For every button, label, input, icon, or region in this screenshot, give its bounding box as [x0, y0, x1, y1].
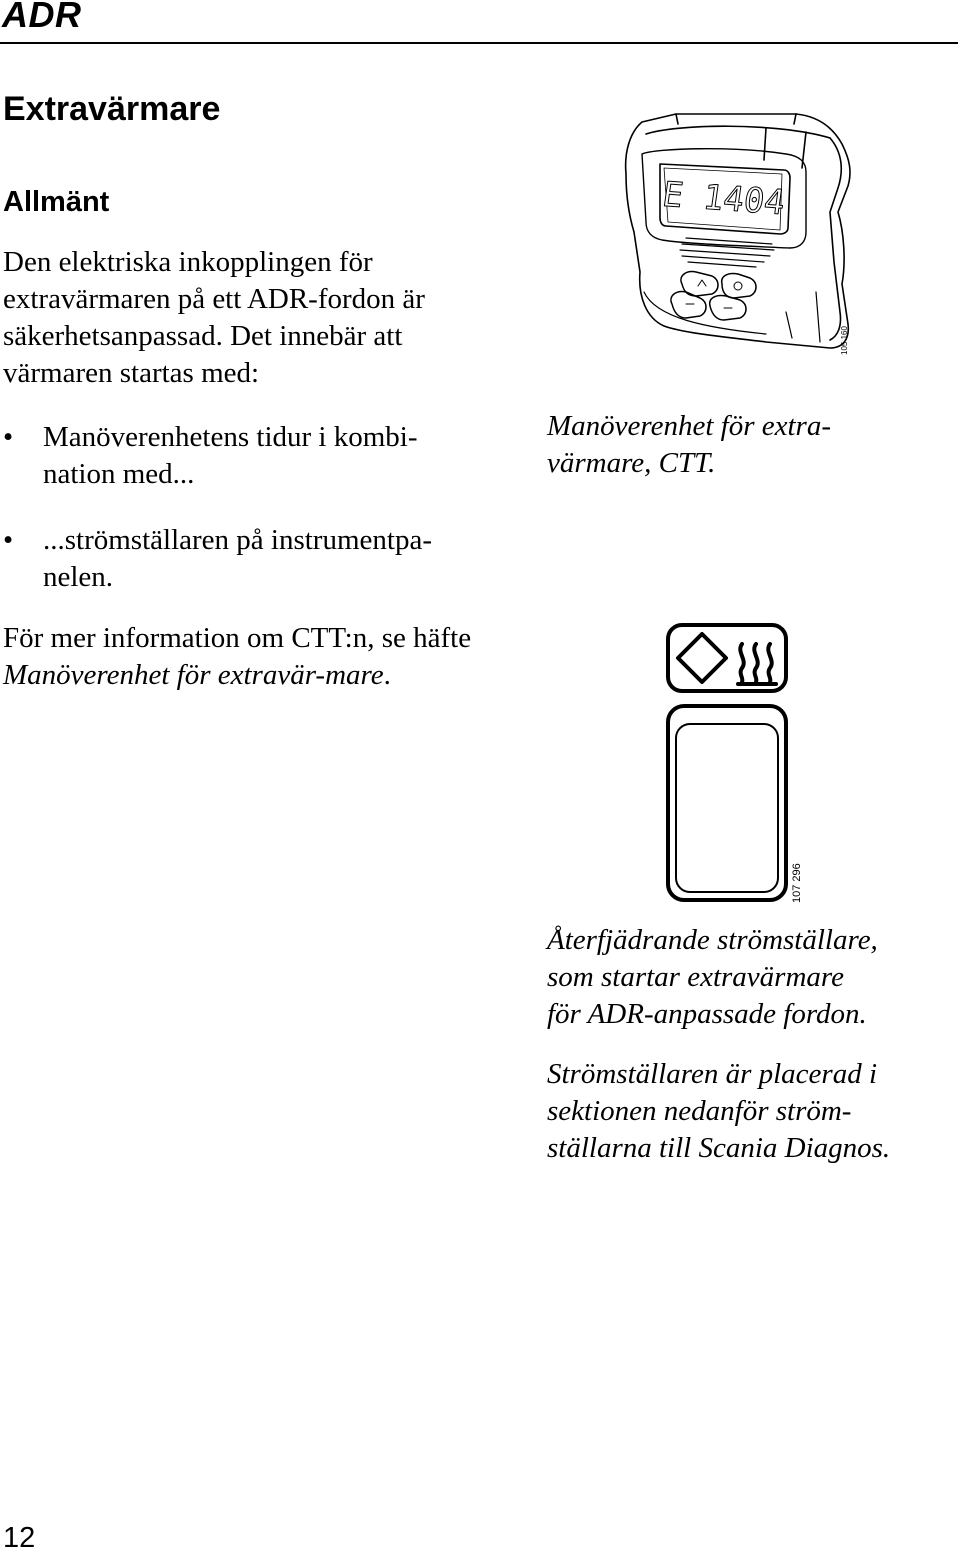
caption-line: Manöverenhet för extra- — [547, 410, 831, 442]
subsection-title: Allmänt — [3, 186, 110, 218]
caption-line: som startar extravärmare — [547, 961, 844, 993]
bullet-item — [3, 419, 523, 499]
heat-waves-icon — [738, 644, 776, 684]
note-line: ställarna till Scania Diagnos. — [547, 1132, 891, 1164]
page-number: 12 — [3, 1522, 36, 1554]
switch-diamond-icon — [678, 634, 726, 682]
figure-code: 105 160 — [840, 326, 849, 355]
bullet-text — [43, 419, 513, 493]
more-info-text: För mer information om CTT:n, se häfte — [3, 622, 472, 654]
ctt-button — [722, 273, 756, 298]
more-info-end: . — [383, 659, 391, 691]
figure-code: 107 296 — [791, 863, 803, 903]
figure-caption — [547, 408, 947, 482]
bullet-text — [43, 522, 513, 596]
bullet-line: nation med... — [43, 458, 195, 490]
bullet-marker: • — [3, 421, 14, 453]
bullet-line: ...strömställaren på instrumentpa- — [43, 524, 432, 556]
figure-caption — [547, 922, 957, 1033]
booklet-reference: Manöverenhet för extravär-mare — [3, 659, 384, 691]
header-rule — [0, 42, 958, 44]
bullet-line: nelen. — [43, 561, 114, 593]
bullet-line: Manöverenhetens tidur i kombi- — [43, 421, 418, 453]
caption-line: Återfjädrande strömställare, — [547, 924, 878, 956]
placement-note — [547, 1056, 957, 1167]
note-line: sektionen nedanför ström- — [547, 1095, 852, 1127]
bullet-marker: • — [3, 524, 14, 556]
caption-line: för ADR-anpassade fordon. — [547, 998, 867, 1030]
more-info-paragraph — [3, 620, 523, 694]
intro-paragraph: Den elektriska inkopplingen för extravärmaren på ett ADR-fordon är säkerhetsanpassad. Det innebär att värmaren startas med: — [3, 246, 425, 389]
caption-line: värmare, CTT. — [547, 447, 716, 479]
spring-return-switch-illustration — [664, 622, 790, 904]
bullet-item — [3, 522, 523, 602]
section-title: Extravärmare — [3, 90, 221, 128]
chapter-title: ADR — [2, 0, 82, 35]
switch-rocker — [668, 706, 786, 900]
note-line: Strömställaren är placerad i — [547, 1058, 878, 1090]
ctt-control-unit-illustration — [616, 112, 861, 374]
ctt-display-readout: E 1404 — [659, 174, 788, 224]
